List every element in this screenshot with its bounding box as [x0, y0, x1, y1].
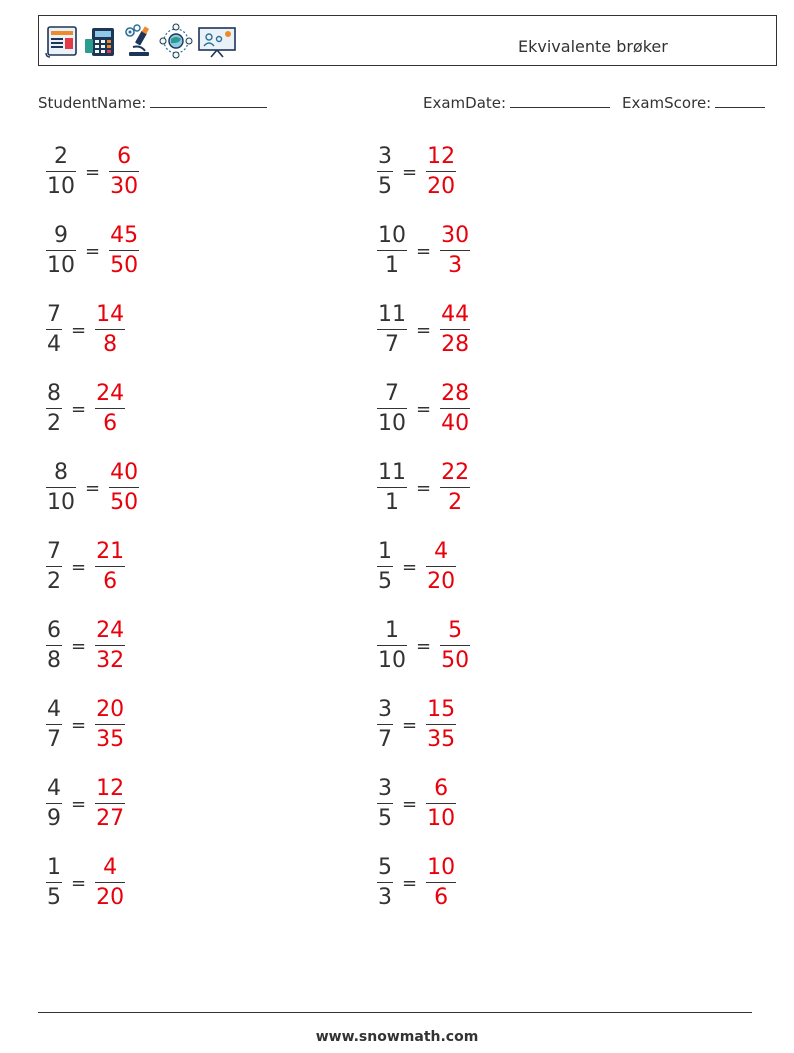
given-numerator: 3	[378, 775, 392, 801]
answer-numerator: 24	[96, 617, 125, 643]
answer-numerator: 22	[441, 459, 470, 485]
answer-fraction	[109, 143, 139, 200]
answer-denominator: 40	[441, 411, 470, 437]
answer-fraction	[95, 301, 125, 358]
answer-denominator: 35	[96, 727, 125, 753]
fraction-problem	[377, 456, 470, 520]
answer-fraction	[95, 696, 125, 753]
answer-fraction	[95, 617, 125, 674]
answer-fraction	[95, 538, 125, 595]
answer-fraction	[440, 459, 470, 516]
given-denominator: 5	[378, 569, 392, 595]
answer-numerator: 4	[103, 854, 118, 880]
given-fraction	[46, 854, 62, 911]
answer-fraction	[440, 222, 470, 279]
student-name-blank[interactable]	[150, 93, 267, 108]
given-numerator: 7	[47, 301, 61, 327]
answer-denominator: 2	[448, 490, 463, 516]
answer-denominator: 35	[427, 727, 456, 753]
answer-denominator: 50	[110, 490, 139, 516]
exam-date-blank[interactable]	[510, 93, 610, 108]
equals-sign: =	[71, 635, 87, 657]
answer-numerator: 6	[117, 143, 132, 169]
answer-fraction	[426, 538, 456, 595]
answer-numerator: 15	[427, 696, 456, 722]
answer-numerator: 12	[427, 143, 456, 169]
given-fraction	[377, 459, 407, 516]
answer-denominator: 20	[427, 569, 456, 595]
newspaper-icon	[45, 23, 79, 59]
given-numerator: 1	[385, 617, 399, 643]
given-fraction	[46, 301, 62, 358]
exam-date-label: ExamDate:	[423, 94, 507, 112]
header-icons	[45, 23, 237, 59]
given-numerator: 4	[47, 775, 61, 801]
globe-network-icon	[159, 23, 193, 59]
answer-fraction	[95, 775, 125, 832]
given-numerator: 3	[378, 143, 392, 169]
equals-sign: =	[416, 398, 432, 420]
equals-sign: =	[71, 556, 87, 578]
given-denominator: 10	[378, 411, 406, 437]
student-name-field[interactable]	[38, 93, 267, 112]
given-fraction	[46, 222, 76, 279]
given-fraction	[46, 380, 62, 437]
answer-fraction	[95, 854, 125, 911]
answer-numerator: 24	[96, 380, 125, 406]
answer-numerator: 28	[441, 380, 470, 406]
answer-fraction	[426, 775, 456, 832]
footer-url: www.snowmath.com	[315, 1029, 479, 1045]
equals-sign: =	[85, 477, 101, 499]
equals-sign: =	[85, 240, 101, 262]
equals-sign: =	[71, 872, 87, 894]
given-denominator: 3	[378, 885, 392, 911]
answer-numerator: 30	[441, 222, 470, 248]
fraction-problem	[46, 219, 139, 283]
answer-numerator: 21	[96, 538, 125, 564]
exam-score-field[interactable]	[622, 93, 765, 112]
given-denominator: 7	[47, 727, 61, 753]
given-denominator: 1	[385, 253, 399, 279]
equals-sign: =	[402, 161, 418, 183]
fraction-problem	[46, 693, 125, 757]
answer-numerator: 10	[427, 854, 456, 880]
given-numerator: 11	[378, 301, 406, 327]
answer-denominator: 50	[110, 253, 139, 279]
answer-denominator: 50	[441, 648, 470, 674]
answer-fraction	[440, 617, 470, 674]
answer-numerator: 44	[441, 301, 470, 327]
calculator-icon	[83, 23, 117, 59]
given-numerator: 7	[47, 538, 61, 564]
equals-sign: =	[416, 635, 432, 657]
answer-numerator: 40	[110, 459, 139, 485]
equals-sign: =	[402, 872, 418, 894]
equals-sign: =	[416, 319, 432, 341]
given-fraction	[377, 538, 393, 595]
given-numerator: 5	[378, 854, 392, 880]
answer-denominator: 10	[427, 806, 456, 832]
equals-sign: =	[71, 319, 87, 341]
answer-numerator: 12	[96, 775, 125, 801]
given-fraction	[46, 459, 76, 516]
answer-denominator: 20	[427, 174, 456, 200]
given-denominator: 9	[47, 806, 61, 832]
fraction-problem	[377, 693, 456, 757]
answer-fraction	[95, 380, 125, 437]
given-numerator: 1	[378, 538, 392, 564]
student-name-label: StudentName:	[38, 94, 147, 112]
given-numerator: 2	[54, 143, 68, 169]
given-denominator: 7	[385, 332, 399, 358]
given-fraction	[46, 696, 62, 753]
fraction-problem	[377, 298, 470, 362]
equals-sign: =	[402, 793, 418, 815]
given-denominator: 2	[47, 569, 61, 595]
given-fraction	[377, 143, 393, 200]
worksheet-header	[38, 15, 777, 66]
answer-numerator: 6	[434, 775, 449, 801]
equals-sign: =	[71, 398, 87, 420]
given-denominator: 10	[47, 490, 75, 516]
given-numerator: 8	[54, 459, 68, 485]
answer-denominator: 6	[434, 885, 449, 911]
exam-score-label: ExamScore:	[622, 94, 712, 112]
answer-numerator: 20	[96, 696, 125, 722]
answer-denominator: 6	[103, 411, 118, 437]
fraction-problem	[46, 772, 125, 836]
equals-sign: =	[416, 240, 432, 262]
fraction-problem	[46, 851, 125, 915]
student-fields	[38, 93, 770, 115]
given-fraction	[377, 301, 407, 358]
fraction-problem	[46, 456, 139, 520]
given-numerator: 3	[378, 696, 392, 722]
given-denominator: 10	[378, 648, 406, 674]
given-fraction	[46, 538, 62, 595]
presentation-board-icon	[197, 23, 237, 59]
footer-divider	[38, 1012, 752, 1013]
fraction-problem	[377, 772, 456, 836]
given-numerator: 10	[378, 222, 406, 248]
answer-denominator: 32	[96, 648, 125, 674]
exam-score-blank[interactable]	[715, 93, 765, 108]
given-fraction	[377, 854, 393, 911]
answer-numerator: 4	[434, 538, 449, 564]
equals-sign: =	[402, 714, 418, 736]
given-numerator: 6	[47, 617, 61, 643]
answer-numerator: 45	[110, 222, 139, 248]
given-denominator: 2	[47, 411, 61, 437]
given-denominator: 4	[47, 332, 61, 358]
answer-denominator: 28	[441, 332, 470, 358]
given-numerator: 4	[47, 696, 61, 722]
answer-fraction	[426, 143, 456, 200]
fraction-problem	[46, 377, 125, 441]
answer-denominator: 30	[110, 174, 139, 200]
worksheet-title: Ekvivalente brøker	[518, 37, 668, 56]
given-fraction	[46, 143, 76, 200]
answer-denominator: 20	[96, 885, 125, 911]
given-fraction	[46, 775, 62, 832]
given-denominator: 8	[47, 648, 61, 674]
given-denominator: 1	[385, 490, 399, 516]
fraction-problem	[46, 140, 139, 204]
given-denominator: 5	[378, 174, 392, 200]
answer-denominator: 6	[103, 569, 118, 595]
fraction-problem	[46, 614, 125, 678]
given-fraction	[377, 775, 393, 832]
fraction-problem	[377, 535, 456, 599]
given-numerator: 7	[385, 380, 399, 406]
given-numerator: 11	[378, 459, 406, 485]
given-fraction	[377, 696, 393, 753]
given-denominator: 10	[47, 174, 75, 200]
given-denominator: 5	[378, 806, 392, 832]
given-denominator: 10	[47, 253, 75, 279]
answer-denominator: 8	[103, 332, 118, 358]
given-numerator: 8	[47, 380, 61, 406]
answer-fraction	[440, 301, 470, 358]
answer-fraction	[440, 380, 470, 437]
answer-numerator: 5	[448, 617, 463, 643]
answer-numerator: 14	[96, 301, 125, 327]
answer-fraction	[426, 854, 456, 911]
answer-denominator: 3	[448, 253, 463, 279]
given-denominator: 7	[378, 727, 392, 753]
equals-sign: =	[71, 714, 87, 736]
given-numerator: 1	[47, 854, 61, 880]
given-denominator: 5	[47, 885, 61, 911]
answer-fraction	[426, 696, 456, 753]
given-numerator: 9	[54, 222, 68, 248]
exam-date-field[interactable]	[423, 93, 610, 112]
given-fraction	[377, 380, 407, 437]
given-fraction	[46, 617, 62, 674]
fraction-problem	[46, 298, 125, 362]
equals-sign: =	[71, 793, 87, 815]
equals-sign: =	[402, 556, 418, 578]
fraction-problem	[377, 140, 456, 204]
answer-fraction	[109, 459, 139, 516]
equals-sign: =	[416, 477, 432, 499]
fraction-problem	[377, 219, 470, 283]
answer-fraction	[109, 222, 139, 279]
fraction-problem	[46, 535, 125, 599]
fraction-problem	[377, 377, 470, 441]
answer-denominator: 27	[96, 806, 125, 832]
given-fraction	[377, 222, 407, 279]
microscope-icon	[121, 23, 155, 59]
equals-sign: =	[85, 161, 101, 183]
given-fraction	[377, 617, 407, 674]
fraction-problem	[377, 614, 470, 678]
fraction-problem	[377, 851, 456, 915]
